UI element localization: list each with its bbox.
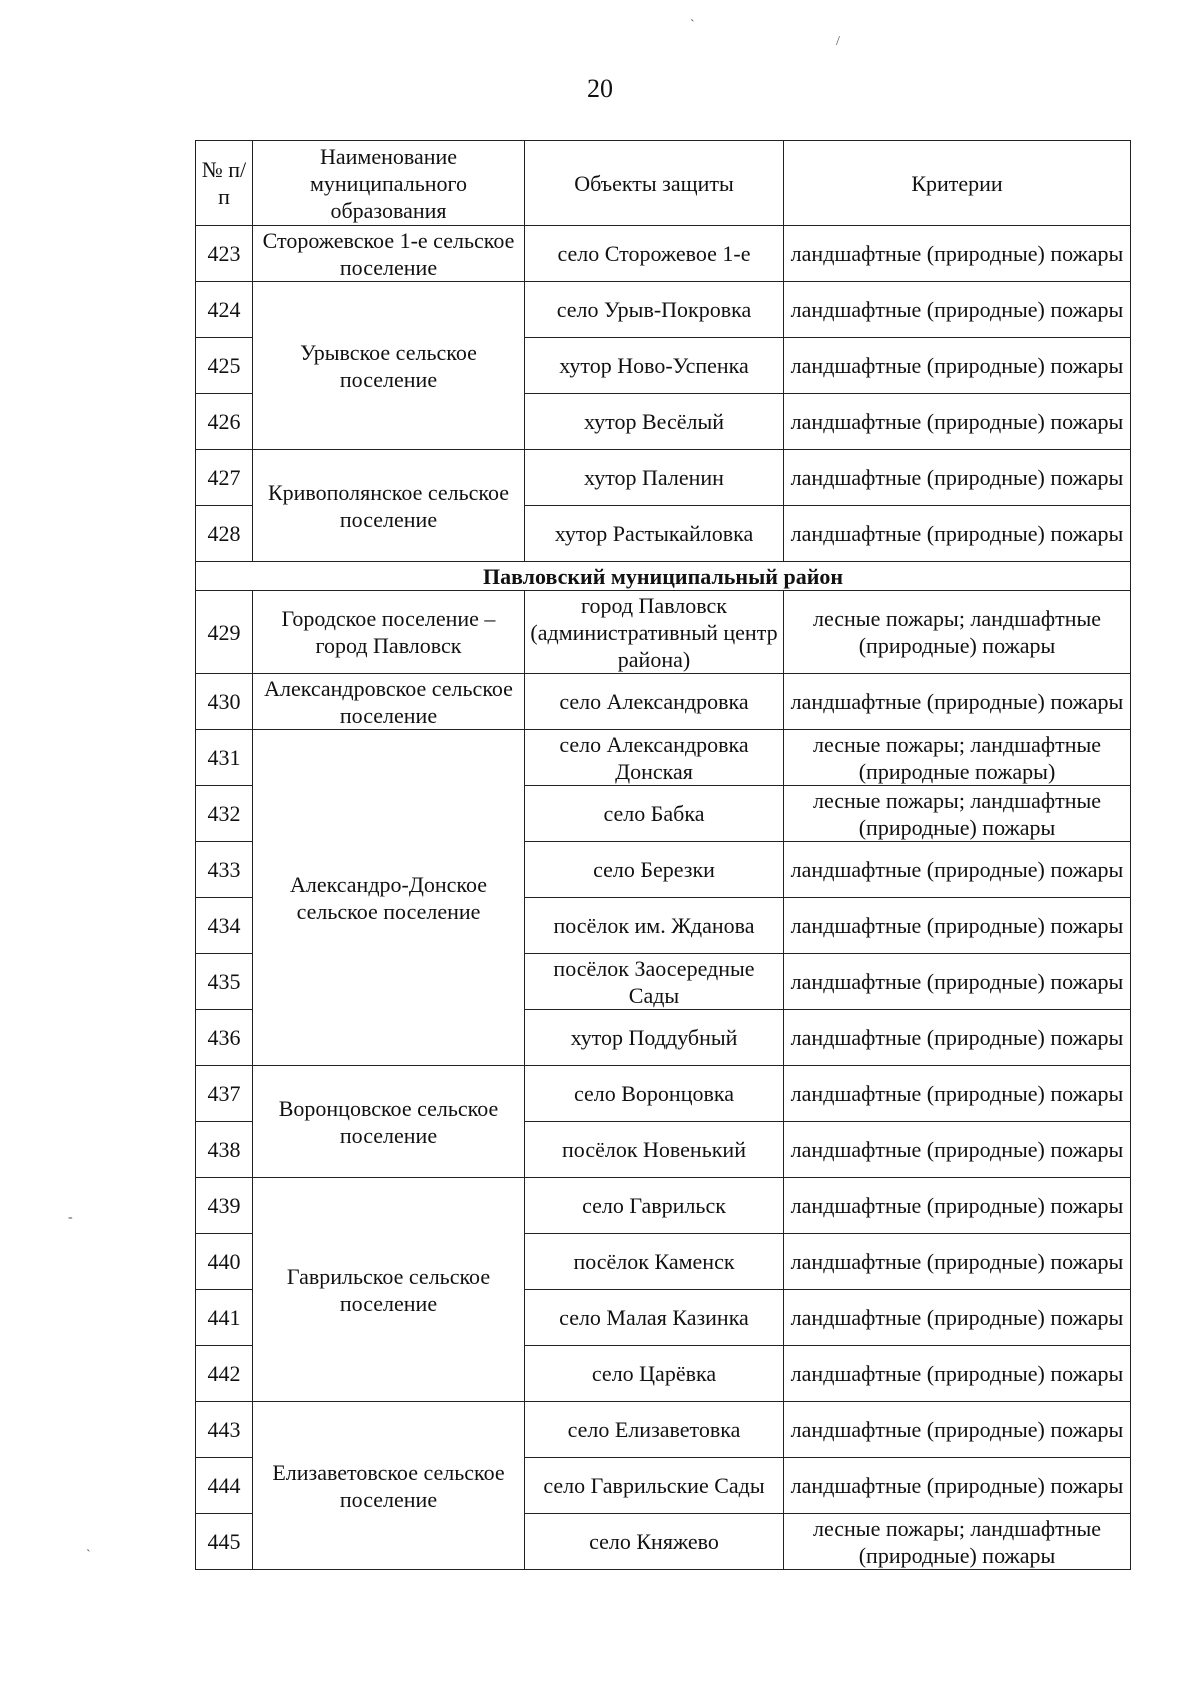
object-cell: село Урыв-Покровка <box>525 282 784 338</box>
row-number: 427 <box>196 450 253 506</box>
object-cell: хутор Паленин <box>525 450 784 506</box>
table-row <box>196 282 1131 338</box>
header-objects: Объекты защиты <box>525 141 784 226</box>
row-number: 429 <box>196 591 253 674</box>
object-cell: село Бабка <box>525 786 784 842</box>
municipality-cell: Городское поселение – город Павловск <box>253 591 525 674</box>
object-cell: село Александровка Донская <box>525 730 784 786</box>
criteria-cell: ландшафтные (природные) пожары <box>784 506 1131 562</box>
object-cell: город Павловск (административный центр района) <box>525 591 784 674</box>
district-heading-row <box>196 562 1131 591</box>
object-cell: село Гаврильск <box>525 1178 784 1234</box>
criteria-cell: ландшафтные (природные) пожары <box>784 842 1131 898</box>
table-row <box>196 226 1131 282</box>
criteria-cell: ландшафтные (природные) пожары <box>784 338 1131 394</box>
criteria-cell: ландшафтные (природные) пожары <box>784 1010 1131 1066</box>
page-number: 20 <box>587 74 613 103</box>
row-number: 437 <box>196 1066 253 1122</box>
criteria-cell: ландшафтные (природные) пожары <box>784 226 1131 282</box>
municipality-cell: Урывское сельское поселение <box>253 282 525 450</box>
row-number: 433 <box>196 842 253 898</box>
object-cell: село Березки <box>525 842 784 898</box>
object-cell: хутор Весёлый <box>525 394 784 450</box>
criteria-cell: ландшафтные (природные) пожары <box>784 1346 1131 1402</box>
protection-objects-table <box>195 140 1131 1570</box>
table-row <box>196 1178 1131 1234</box>
criteria-cell: ландшафтные (природные) пожары <box>784 394 1131 450</box>
table-header-row <box>196 141 1131 226</box>
criteria-cell: лесные пожары; ландшафтные (природные) пожары <box>784 786 1131 842</box>
row-number: 440 <box>196 1234 253 1290</box>
object-cell: хутор Растыкайловка <box>525 506 784 562</box>
object-cell: село Царёвка <box>525 1346 784 1402</box>
table-row <box>196 1066 1131 1122</box>
criteria-cell: ландшафтные (природные) пожары <box>784 1458 1131 1514</box>
municipality-cell: Кривополянское сельское поселение <box>253 450 525 562</box>
municipality-cell: Александровское сельское поселение <box>253 674 525 730</box>
object-cell: село Воронцовка <box>525 1066 784 1122</box>
criteria-cell: ландшафтные (природные) пожары <box>784 1178 1131 1234</box>
table-row <box>196 1402 1131 1458</box>
table-row <box>196 591 1131 674</box>
scan-artifact: - <box>68 1210 73 1225</box>
scan-artifact: ˋ <box>86 1548 91 1563</box>
row-number: 438 <box>196 1122 253 1178</box>
criteria-cell: ландшафтные (природные) пожары <box>784 1066 1131 1122</box>
row-number: 425 <box>196 338 253 394</box>
header-num: № п/п <box>196 141 253 226</box>
object-cell: посёлок им. Жданова <box>525 898 784 954</box>
criteria-cell: ландшафтные (природные) пожары <box>784 1122 1131 1178</box>
row-number: 424 <box>196 282 253 338</box>
criteria-cell: ландшафтные (природные) пожары <box>784 954 1131 1010</box>
row-number: 443 <box>196 1402 253 1458</box>
criteria-cell: ландшафтные (природные) пожары <box>784 1290 1131 1346</box>
row-number: 441 <box>196 1290 253 1346</box>
object-cell: хутор Ново-Успенка <box>525 338 784 394</box>
object-cell: село Сторожевое 1-е <box>525 226 784 282</box>
row-number: 442 <box>196 1346 253 1402</box>
criteria-cell: ландшафтные (природные) пожары <box>784 898 1131 954</box>
municipality-cell: Воронцовское сельское поселение <box>253 1066 525 1178</box>
row-number: 431 <box>196 730 253 786</box>
municipality-cell: Александро-Донское сельское поселение <box>253 730 525 1066</box>
object-cell: посёлок Новенький <box>525 1122 784 1178</box>
row-number: 445 <box>196 1514 253 1570</box>
criteria-cell: лесные пожары; ландшафтные (природные) пожары <box>784 1514 1131 1570</box>
row-number: 423 <box>196 226 253 282</box>
criteria-cell: лесные пожары; ландшафтные (природные пожары) <box>784 730 1131 786</box>
table-row <box>196 674 1131 730</box>
row-number: 428 <box>196 506 253 562</box>
row-number: 439 <box>196 1178 253 1234</box>
object-cell: посёлок Заосередные Сады <box>525 954 784 1010</box>
row-number: 444 <box>196 1458 253 1514</box>
row-number: 432 <box>196 786 253 842</box>
row-number: 430 <box>196 674 253 730</box>
object-cell: село Елизаветовка <box>525 1402 784 1458</box>
header-criteria: Критерии <box>784 141 1131 226</box>
table-row <box>196 730 1131 786</box>
municipality-cell: Гаврильское сельское поселение <box>253 1178 525 1402</box>
object-cell: село Александровка <box>525 674 784 730</box>
criteria-cell: ландшафтные (природные) пожары <box>784 1234 1131 1290</box>
municipality-cell: Сторожевское 1-е сельское поселение <box>253 226 525 282</box>
municipality-cell: Елизаветовское сельское поселение <box>253 1402 525 1570</box>
object-cell: село Гаврильские Сады <box>525 1458 784 1514</box>
criteria-cell: ландшафтные (природные) пожары <box>784 674 1131 730</box>
object-cell: село Малая Казинка <box>525 1290 784 1346</box>
header-municipality: Наименование муниципального образования <box>253 141 525 226</box>
criteria-cell: ландшафтные (природные) пожары <box>784 282 1131 338</box>
table-row <box>196 450 1131 506</box>
scan-artifact: / <box>836 34 840 49</box>
district-heading: Павловский муниципальный район <box>196 562 1131 591</box>
object-cell: хутор Поддубный <box>525 1010 784 1066</box>
object-cell: село Княжево <box>525 1514 784 1570</box>
row-number: 435 <box>196 954 253 1010</box>
row-number: 434 <box>196 898 253 954</box>
scan-artifact: ˋ <box>690 18 695 33</box>
criteria-cell: ландшафтные (природные) пожары <box>784 450 1131 506</box>
row-number: 426 <box>196 394 253 450</box>
object-cell: посёлок Каменск <box>525 1234 784 1290</box>
criteria-cell: ландшафтные (природные) пожары <box>784 1402 1131 1458</box>
criteria-cell: лесные пожары; ландшафтные (природные) пожары <box>784 591 1131 674</box>
row-number: 436 <box>196 1010 253 1066</box>
